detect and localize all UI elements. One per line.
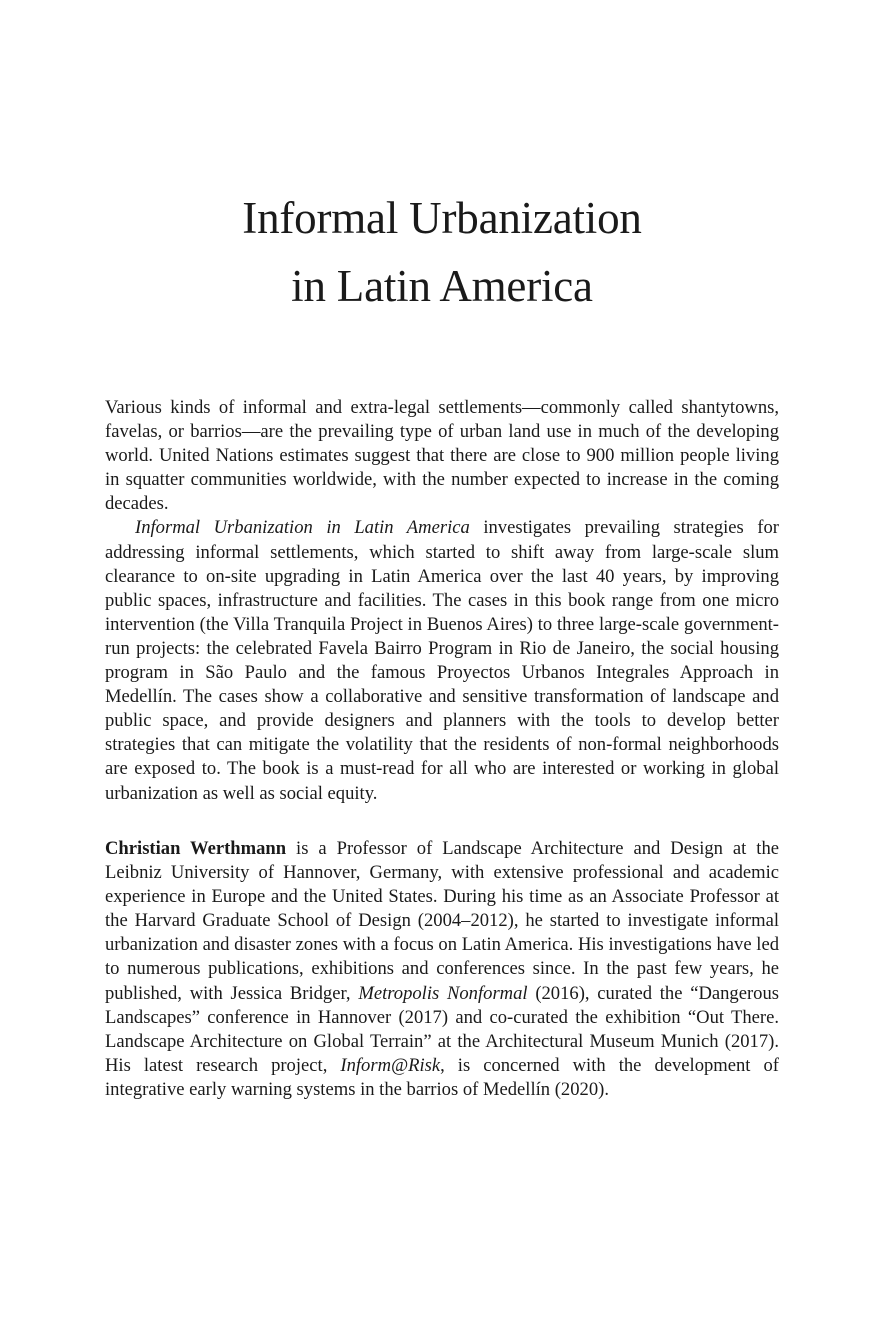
description-paragraph-2-text: investigates prevailing strategies for addressing informal settlements, which started to shift away from large-scale slum clearance to on-site upgrading in Latin America over the last 40 years, by improving public spaces, infrastructure and facilities. The cases in this book range from one micro intervention (the Villa Tranquila Project in Buenos Aires) to three large-scale government-run projects: the celebrated Favela Bairro Program in Rio de Janeiro, the social housing program in São Paulo and the famous Proyectos Urbanos Integrales Approach in Medellín. The cases show a collaborative and sensitive transformation of landscape and public space, and provide designers and planners with the tools to develop better strategies that can mitigate the volatility that the residents of non-formal neighborhoods are exposed to. The book is a must-read for all who are interested or working in global urbanization as well as social equity. [105,517,779,804]
bio-text-2: (2016), curated the “Dangerous Landscapes” conference in Hannover (2017) and co-curated the exhibition “Out There. Landscape Architecture on Global Terrain” at the Architectural Museum Munich (2017). His latest research project, [105,982,779,1076]
author-name: Christian Werthmann [105,838,287,859]
bio-text-1: is a Professor of Landscape Architecture and Design at the Leibniz University of Hannover, Germany, with extensive professional and academic experience in Europe and the United States. During his time as an Associate Professor at the Harvard Graduate School of Design (2004–2012), he started to investigate informal urbanization and disaster zones with a focus on Latin America. His investigations have led to numerous publications, exhibitions and conferences since. In the past few years, he published, with Jessica Bridger, [105,838,779,1004]
author-bio [105,837,779,1102]
description-paragraph-1: Various kinds of informal and extra-legal settlements—commonly called shantytowns, favelas, or barrios—are the prevailing type of urban land use in much of the developing world. United Nations estimates suggest that there are close to 900 million people living in squatter communities worldwide, with the number expected to increase in the coming decades. [105,397,779,515]
book-description [105,396,779,806]
title-line-2: in Latin America [291,261,593,311]
title-line-1: Informal Urbanization [242,193,642,243]
book-title-reference: Informal Urbanization in Latin America [135,517,470,539]
author-bio-paragraph [105,837,779,1102]
page-title [0,184,884,320]
bio-text-3: , is concerned with the development of integrative early warning systems in the barrios of Medellín (2020). [105,1054,779,1100]
research-project-title: Inform@Risk [340,1054,441,1076]
publication-title: Metropolis Nonformal [358,982,528,1004]
description-paragraph-2 [105,516,779,805]
